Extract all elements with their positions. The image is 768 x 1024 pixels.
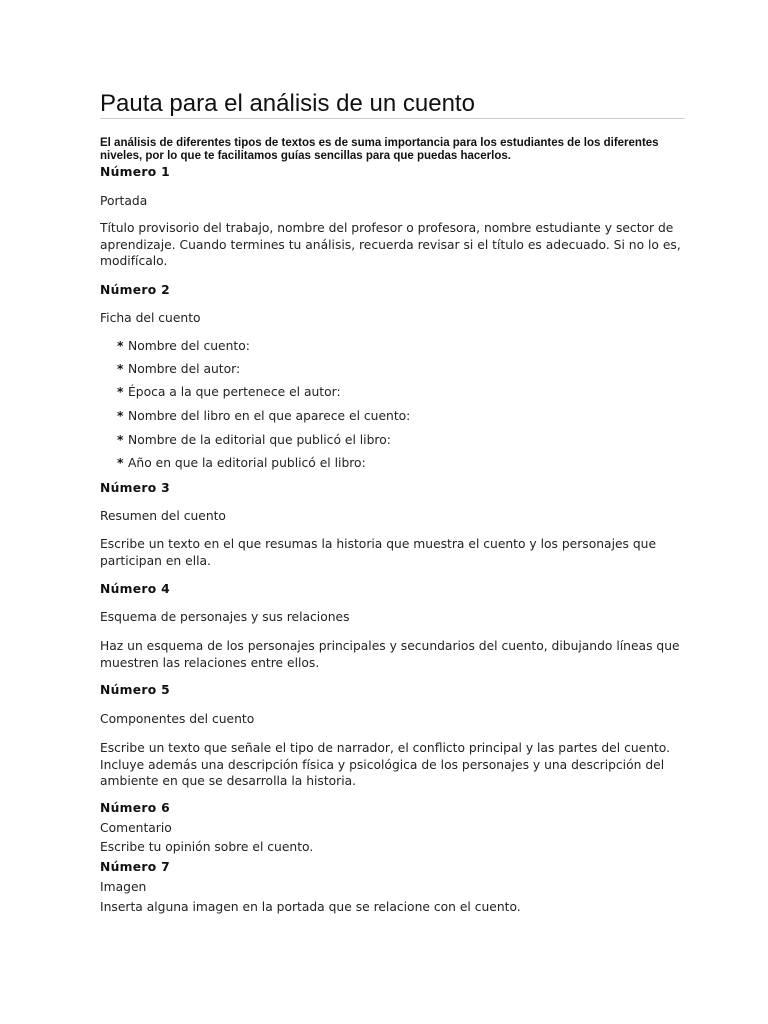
bullet-marker: * [117,362,124,376]
list-item-label: Nombre de la editorial que publicó el libro: [128,433,391,447]
bullet-marker: * [117,385,124,399]
list-item-label: Época a la que pertenece el autor: [128,385,341,399]
bullet-marker: * [117,456,124,470]
section-subtitle: Portada [100,194,148,208]
section-heading: Número 5 [100,683,170,697]
bullet-marker: * [117,433,124,447]
list-item [117,338,250,354]
section-body: Título provisorio del trabajo, nombre del profesor o profesora, nombre estudiante y sector de aprendizaje. Cuando termines tu análisis, recuerda revisar si el título es adecuado. Si no lo es, modifícalo. [100,221,681,268]
section-subtitle: Comentario [100,821,172,835]
list-item-label: Nombre del autor: [128,362,241,376]
list-item [117,384,341,400]
section-body: Haz un esquema de los personajes principales y secundarios del cuento, dibujando líneas que muestren las relaciones entre ellos. [100,639,680,670]
section-subtitle: Resumen del cuento [100,509,226,523]
section-subtitle: Ficha del cuento [100,311,201,325]
section-heading: Número 6 [100,801,170,815]
title-divider [100,118,685,119]
list-item-label: Año en que la editorial publicó el libro: [128,456,366,470]
section-heading: Número 2 [100,283,170,297]
bullet-marker: * [117,409,124,423]
section-body: Escribe un texto que señale el tipo de narrador, el conflicto principal y las partes del cuento. Incluye además una descripción física y psicológica de los personajes y una descripción del ambiente en que se desarrolla la historia. [100,741,671,788]
section-heading: Número 4 [100,582,170,596]
page-title: Pauta para el análisis de un cuento [100,90,475,117]
section-heading: Número 1 [100,165,170,179]
section-body: Inserta alguna imagen en la portada que se relacione con el cuento. [100,900,521,914]
section-subtitle: Esquema de personajes y sus relaciones [100,610,350,624]
list-item [117,361,240,377]
list-item [117,432,391,448]
section-heading: Número 7 [100,860,170,874]
intro-paragraph: El análisis de diferentes tipos de textos es de suma importancia para los estudiantes de los diferentes niveles, por lo que te facilitamos guías sencillas para que puedas hacerlos. [100,137,659,162]
section-heading: Número 3 [100,481,170,495]
bullet-marker: * [117,339,124,353]
list-item-label: Nombre del libro en el que aparece el cuento: [128,409,411,423]
list-item [117,455,366,471]
section-body: Escribe tu opinión sobre el cuento. [100,840,314,854]
section-body: Escribe un texto en el que resumas la historia que muestra el cuento y los personajes que participan en ella. [100,537,657,568]
list-item-label: Nombre del cuento: [128,339,250,353]
section-subtitle: Imagen [100,880,147,894]
section-subtitle: Componentes del cuento [100,712,255,726]
list-item [117,408,410,424]
